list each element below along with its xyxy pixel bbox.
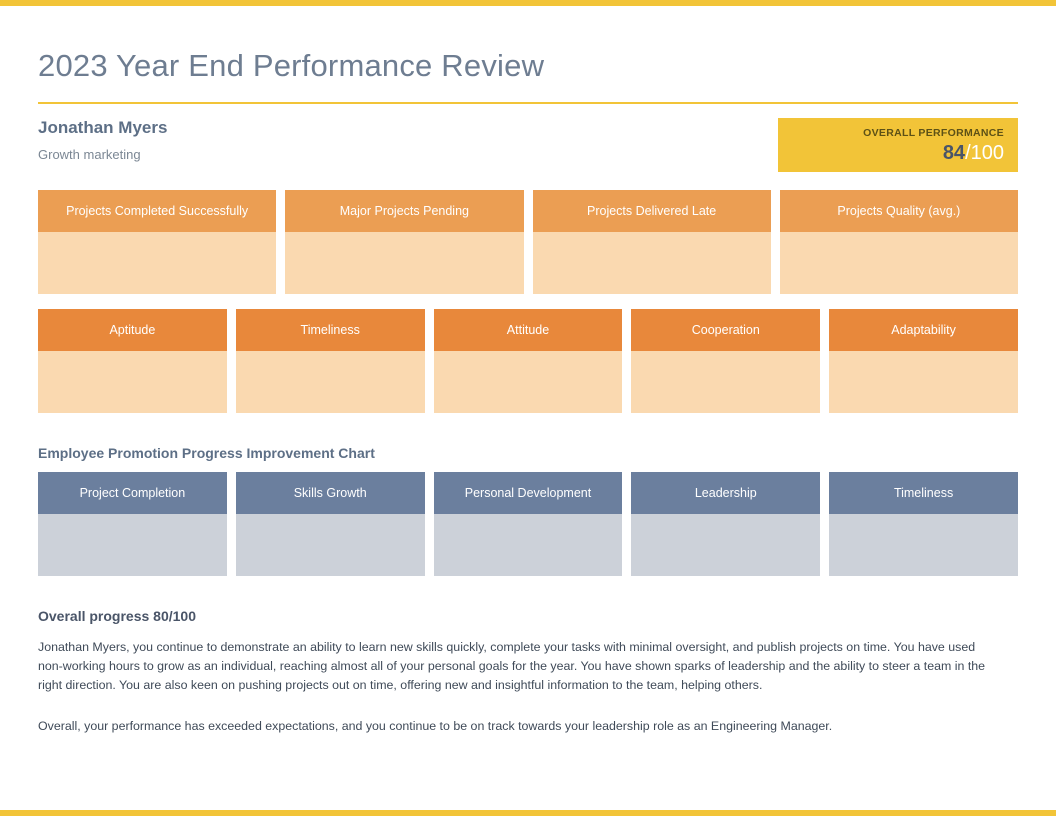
metric-card-body (780, 232, 1018, 294)
metric-card-label: Cooperation (631, 309, 820, 351)
metric-card-label: Major Projects Pending (285, 190, 523, 232)
metric-card (38, 190, 276, 294)
document-page (0, 6, 1056, 810)
summary-heading: Overall progress 80/100 (38, 608, 196, 624)
metric-card-body (236, 351, 425, 413)
metric-card-body (38, 351, 227, 413)
chart-column-body (829, 514, 1018, 576)
projects-metrics-band (38, 190, 1018, 294)
summary-paragraph-1: Jonathan Myers, you continue to demonstrate an ability to learn new skills quickly, complete your tasks with minimal oversight, and publish projects on time. You have used non-working hours to grow as an individual, reaching almost all of your personal goals for the year. You have shown sparks of leadership and the ability to steer a team in the right direction. You are also keen on pushing projects out on time, offering new and insightful information to the team, helping others. (38, 640, 986, 692)
metric-card-label: Projects Quality (avg.) (780, 190, 1018, 232)
chart-column-label: Timeliness (829, 472, 1018, 514)
chart-column-body (236, 514, 425, 576)
metric-card (780, 190, 1018, 294)
metric-card-label: Adaptability (829, 309, 1018, 351)
metric-card-body (829, 351, 1018, 413)
employee-identity (38, 118, 167, 162)
metric-card-body (38, 232, 276, 294)
traits-metrics-band (38, 309, 1018, 413)
metric-card (533, 190, 771, 294)
metric-card (236, 309, 425, 413)
promotion-chart-title: Employee Promotion Progress Improvement Chart (38, 445, 375, 461)
metric-card (631, 309, 820, 413)
chart-column (236, 472, 425, 576)
metric-card-body (434, 351, 623, 413)
metric-card-label: Projects Delivered Late (533, 190, 771, 232)
chart-column (434, 472, 623, 576)
metric-card-body (631, 351, 820, 413)
metric-card-label: Aptitude (38, 309, 227, 351)
chart-column (631, 472, 820, 576)
metric-card-label: Projects Completed Successfully (38, 190, 276, 232)
title-divider (38, 102, 1018, 104)
page-title: 2023 Year End Performance Review (38, 48, 545, 83)
chart-column-label: Leadership (631, 472, 820, 514)
bottom-accent-rule (0, 810, 1056, 816)
metric-card-body (533, 232, 771, 294)
overall-performance-badge (778, 118, 1018, 172)
chart-column (38, 472, 227, 576)
metric-card-label: Timeliness (236, 309, 425, 351)
metric-card (285, 190, 523, 294)
metric-card (829, 309, 1018, 413)
metric-card (38, 309, 227, 413)
metric-card-label: Attitude (434, 309, 623, 351)
metric-card (434, 309, 623, 413)
employee-header (38, 118, 1018, 172)
overall-score-denominator: /100 (965, 142, 1004, 164)
overall-performance-value (778, 142, 1004, 165)
chart-column-label: Personal Development (434, 472, 623, 514)
chart-column-body (434, 514, 623, 576)
employee-name: Jonathan Myers (38, 118, 168, 137)
promotion-chart-band (38, 472, 1018, 576)
chart-column-label: Project Completion (38, 472, 227, 514)
overall-performance-label: OVERALL PERFORMANCE (863, 127, 1004, 139)
metric-card-body (285, 232, 523, 294)
chart-column-body (631, 514, 820, 576)
employee-role: Growth marketing (38, 147, 141, 162)
summary-paragraph-2: Overall, your performance has exceeded expectations, and you continue to be on track towards your leadership role as an Engineering Manager. (38, 719, 833, 733)
overall-score-number: 84 (942, 142, 966, 164)
chart-column (829, 472, 1018, 576)
chart-column-label: Skills Growth (236, 472, 425, 514)
chart-column-body (38, 514, 227, 576)
